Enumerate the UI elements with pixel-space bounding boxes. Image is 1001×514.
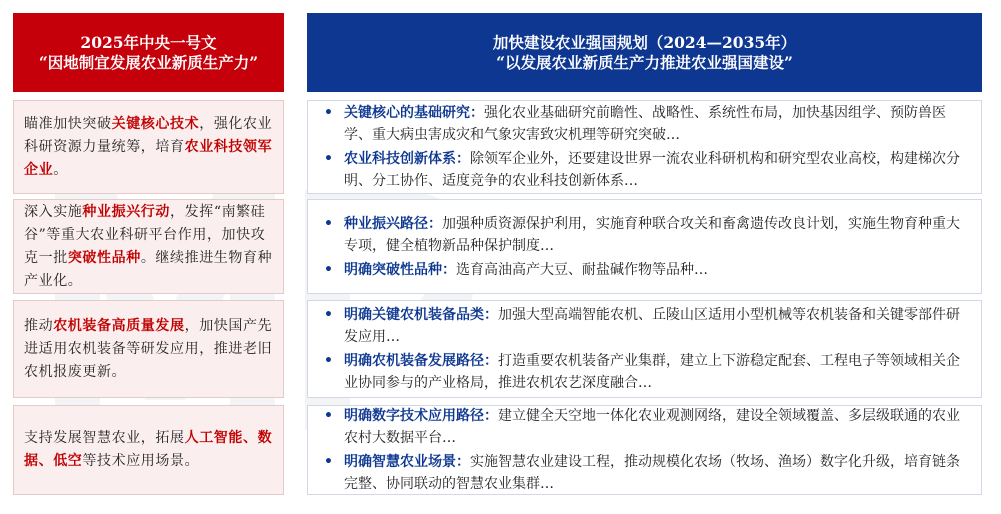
left-box-1 bbox=[13, 100, 284, 194]
bullet-item bbox=[318, 451, 969, 495]
item-title: 明确关键农机装备品类： bbox=[344, 307, 498, 323]
body-text: 瞄准加快突破 bbox=[24, 115, 112, 132]
item-body: 加强大型高端智能农机、丘陵山区适用小型机械等农机装备和关键零部件研发应用… bbox=[344, 307, 960, 345]
bullet-dot-icon: • bbox=[324, 151, 333, 167]
bullet-item bbox=[318, 148, 969, 192]
item-title: 农业科技创新体系： bbox=[344, 151, 470, 167]
highlight-text: 关键核心技术 bbox=[111, 115, 200, 132]
left-box-text bbox=[24, 113, 273, 182]
item-body: 强化农业基础研究前瞻性、战略性、系统性布局，加快基因组学、预防兽医学、重大病虫害成灾和气象灾害致灾机理等研究突破… bbox=[344, 105, 946, 143]
item-body: 除领军企业外，还要建设世界一流农业科研机构和研究型农业高校，构建梯次分明、分工协作、适度竞争的农业科技创新体系… bbox=[344, 151, 960, 189]
right-header-line2: “以发展农业新质生产力推进农业强国建设” bbox=[496, 52, 793, 72]
item-title: 明确突破性品种： bbox=[344, 261, 456, 278]
item-body: 建立健全天空地一体化农业观测网络，建设全领域覆盖、多层级联通的农业农村大数据平台… bbox=[344, 408, 960, 446]
right-header bbox=[307, 13, 982, 92]
right-box-1 bbox=[307, 100, 982, 194]
highlight-text: 人工智能、数据、低空 bbox=[24, 430, 273, 469]
item-title: 明确智慧农业场景： bbox=[344, 454, 470, 470]
right-box-4 bbox=[307, 405, 982, 495]
left-box-text bbox=[24, 427, 273, 473]
item-body: 打造重要农机装备产业集群，建立上下游稳定配套、工程电子等领域相关企业协同参与的产业格局，推进农机农艺深度融合… bbox=[344, 353, 960, 391]
right-header-line1: 加快建设农业强国规划（2024—2035年） bbox=[492, 32, 797, 52]
body-text: ，发挥“南繁硅谷”等重大农业科研平台作用，加快攻克一批 bbox=[24, 203, 266, 266]
right-box-3 bbox=[307, 300, 982, 398]
bullet-item bbox=[318, 350, 969, 394]
item-body: 实施智慧农业建设工程，推动规模化农场（牧场、渔场）数字化升级，培育链条完整、协同联动的智慧农业集群… bbox=[344, 454, 960, 492]
body-text: ，加快国产先进适用农机装备等研发应用，推进老旧农机报废更新。 bbox=[24, 317, 273, 380]
item-title: 明确农机装备发展路径： bbox=[344, 353, 498, 369]
bullet-dot-icon: • bbox=[324, 261, 333, 278]
bullet-item bbox=[318, 213, 969, 257]
item-title: 关键核心的基础研究： bbox=[344, 105, 484, 121]
bullet-item bbox=[318, 259, 969, 281]
body-text: 推动 bbox=[24, 317, 54, 334]
bullet-dot-icon: • bbox=[324, 454, 333, 470]
body-text: 。继续推进生物育种产业化。 bbox=[24, 249, 273, 289]
body-text: 。 bbox=[53, 161, 68, 178]
bullet-dot-icon: • bbox=[324, 215, 333, 232]
body-text: 等技术应用场景。 bbox=[82, 453, 200, 469]
right-box-2 bbox=[307, 199, 982, 294]
highlight-text: 农机装备高质量发展 bbox=[53, 317, 185, 334]
bullet-item bbox=[318, 405, 969, 449]
left-box-3 bbox=[13, 300, 284, 398]
item-body: 选育高油高产大豆、耐盐碱作物等品种… bbox=[456, 261, 708, 278]
left-header-line2: “因地制宜发展农业新质生产力” bbox=[38, 52, 259, 72]
left-header bbox=[13, 13, 284, 92]
body-text: ，强化农业科研资源力量统筹，培育 bbox=[24, 115, 273, 155]
left-box-text bbox=[24, 315, 273, 384]
bullet-dot-icon: • bbox=[324, 307, 333, 323]
left-header-line1: 2025年中央一号文 bbox=[80, 32, 217, 52]
body-text: 深入实施 bbox=[24, 203, 83, 220]
item-title: 明确数字技术应用路径： bbox=[344, 408, 498, 424]
body-text: 支持发展智慧农业，拓展 bbox=[24, 430, 185, 446]
bullet-item bbox=[318, 304, 969, 348]
bullet-dot-icon: • bbox=[324, 105, 333, 121]
highlight-text: 突破性品种 bbox=[67, 249, 141, 266]
item-title: 种业振兴路径： bbox=[344, 215, 442, 232]
left-box-4 bbox=[13, 405, 284, 495]
left-box-2 bbox=[13, 199, 284, 294]
left-box-text bbox=[24, 201, 273, 293]
highlight-text: 种业振兴行动 bbox=[82, 203, 171, 220]
bullet-item bbox=[318, 102, 969, 146]
bullet-dot-icon: • bbox=[324, 408, 333, 424]
item-body: 加强种质资源保护利用，实施育种联合攻关和畜禽遗传改良计划，实施生物育种重大专项，健全植物新品种保护制度… bbox=[344, 215, 960, 254]
bullet-dot-icon: • bbox=[324, 353, 333, 369]
highlight-text: 农业科技领军企业 bbox=[24, 138, 273, 178]
